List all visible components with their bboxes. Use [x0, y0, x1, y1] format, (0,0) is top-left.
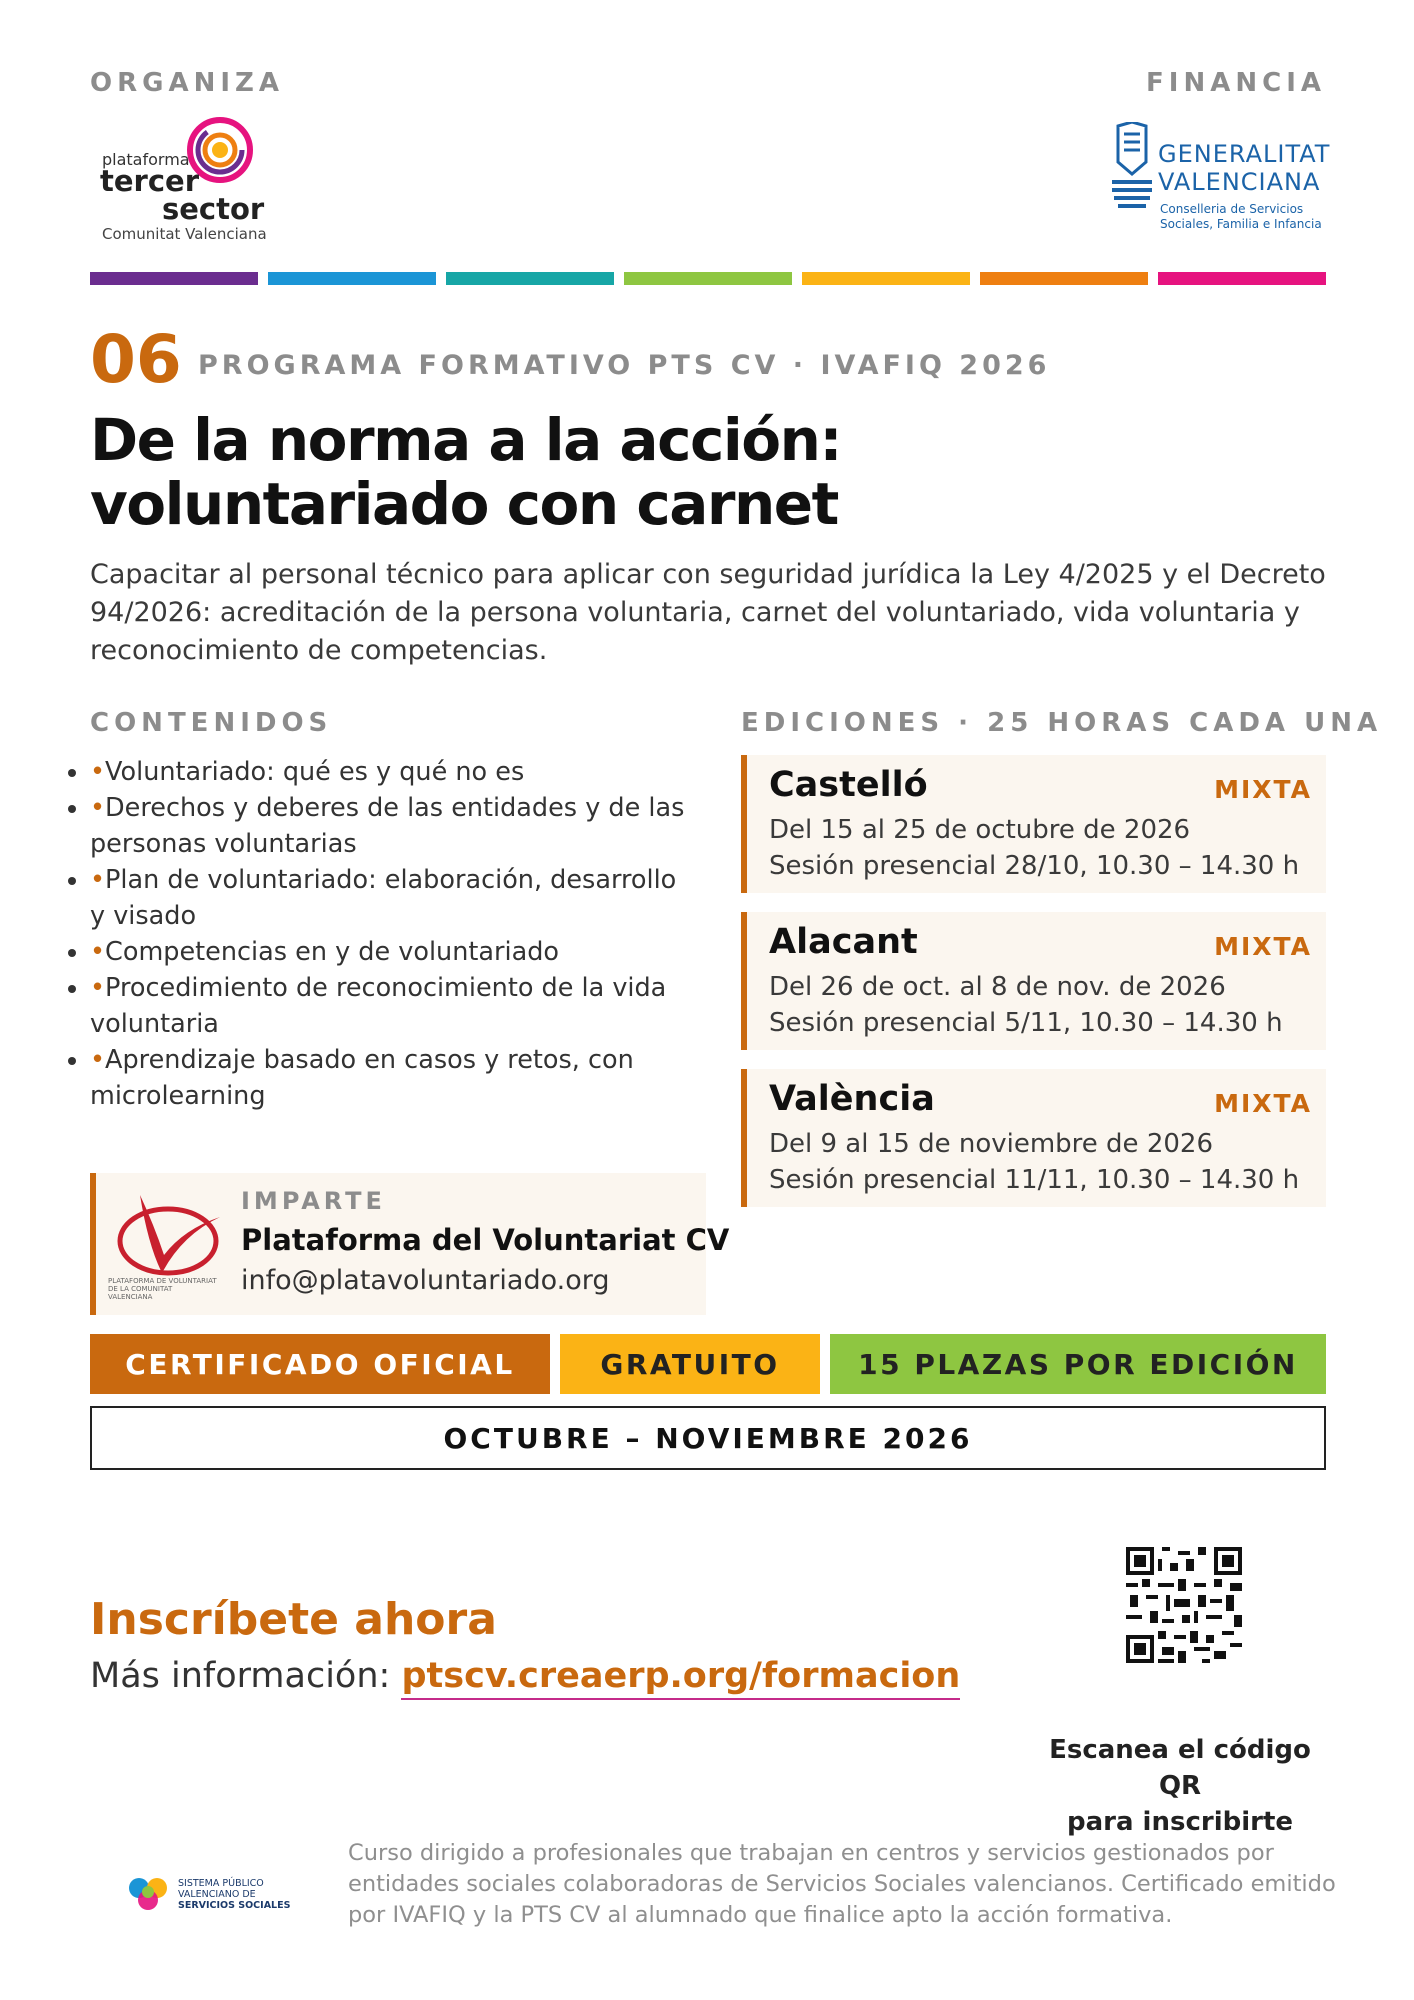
gv-logo-sub: Conselleria de Servicios Sociales, Familia e Infancia: [1160, 202, 1322, 231]
contents-heading: CONTENIDOS: [90, 708, 333, 738]
color-stripe: [1158, 272, 1326, 285]
imparte-email[interactable]: info@platavoluntariado.org: [241, 1265, 610, 1296]
course-description: Capacitar al personal técnico para aplicar con seguridad jurídica la Ley 4/2025 y el Decreto 94/2026: acreditación de la persona voluntaria, carnet del voluntariado, vida voluntaria y reconocimiento de competencias.: [90, 559, 1326, 666]
list-item: • •Competencias en y de voluntariado: [90, 934, 690, 970]
info-link[interactable]: ptscv.creaerp.org/formacion: [401, 1656, 960, 1700]
color-stripe: [802, 272, 970, 285]
color-stripe: [268, 272, 436, 285]
financia-label: FINANCIA: [1146, 68, 1326, 98]
list-item: • •Voluntariado: qué es y qué no es: [90, 754, 690, 790]
sps-logo-text: SISTEMA PÚBLICO VALENCIANO DE SERVICIOS SOCIALES: [178, 1878, 291, 1911]
list-item: • •Derechos y deberes de las entidades y de las personas voluntarias: [90, 790, 690, 862]
edition-card-castello: [741, 755, 1326, 893]
editions-heading: EDICIONES · 25 HORAS CADA UNA: [741, 708, 1383, 738]
plazas-badge: 15 PLAZAS POR EDICIÓN: [830, 1334, 1326, 1394]
gv-logo-line2: VALENCIANA: [1158, 168, 1321, 196]
plataforma-tercer-sector-logo: [100, 115, 270, 245]
footer-note: Curso dirigido a profesionales que trabajan en centros y servicios gestionados por entidades sociales colaboradoras de Servicios Sociales valencianos. Certificado emitido por IVAFIQ y la PTS CV al alumnado que finalice apto la acción formativa.: [348, 1840, 1336, 1928]
color-stripe: [624, 272, 792, 285]
list-item: • •Aprendizaje basado en casos y retos, con microlearning: [90, 1042, 690, 1114]
qr-code-icon[interactable]: [1126, 1547, 1242, 1663]
imparte-org: Plataforma del Voluntariat CV: [241, 1223, 730, 1257]
edition-city: València: [769, 1079, 935, 1119]
edition-dates: Del 26 de oct. al 8 de nov. de 2026: [769, 972, 1226, 1002]
period-band: OCTUBRE – NOVIEMBRE 2026: [90, 1406, 1326, 1470]
pts-logo-line4: Comunitat Valenciana: [102, 225, 267, 243]
color-stripe: [90, 272, 258, 285]
edition-session: Sesión presencial 11/11, 10.30 – 14.30 h: [769, 1165, 1300, 1195]
program-name: PROGRAMA FORMATIVO PTS CV · IVAFIQ 2026: [198, 350, 1051, 381]
pv-logo-text: PLATAFORMA DE VOLUNTARIAT DE LA COMUNITAT VALENCIANA: [108, 1277, 217, 1301]
pts-logo-line1: plataforma: [102, 150, 190, 169]
scan-qr-text: Escanea el código QR para inscribirte: [1049, 1735, 1311, 1837]
edition-session: Sesión presencial 5/11, 10.30 – 14.30 h: [769, 1008, 1283, 1038]
certificado-badge: CERTIFICADO OFICIAL: [90, 1334, 550, 1394]
more-info: [90, 1656, 960, 1696]
sistema-publico-servicios-sociales-logo: [126, 1872, 306, 1922]
generalitat-valenciana-logo: [1110, 120, 1340, 235]
edition-dates: Del 9 al 15 de noviembre de 2026: [769, 1129, 1213, 1159]
list-item: • •Plan de voluntariado: elaboración, desarrollo y visado: [90, 862, 690, 934]
color-stripe: [446, 272, 614, 285]
edition-city: Castelló: [769, 765, 928, 805]
edition-dates: Del 15 al 25 de octubre de 2026: [769, 815, 1191, 845]
hearts-icon: [126, 1872, 172, 1918]
course-title-line2: voluntariado con carnet: [90, 470, 838, 538]
edition-card-valencia: [741, 1069, 1326, 1207]
edition-card-alacant: [741, 912, 1326, 1050]
pts-logo-line2: tercer: [100, 164, 199, 198]
edition-mode: MIXTA: [1214, 775, 1312, 804]
program-number: 06: [90, 321, 182, 398]
edition-session: Sesión presencial 28/10, 10.30 – 14.30 h: [769, 851, 1300, 881]
course-title: [90, 408, 841, 536]
gv-logo-line1: GENERALITAT: [1158, 140, 1331, 168]
pts-logo-line3: sector: [162, 192, 265, 226]
gratuito-badge: GRATUITO: [560, 1334, 820, 1394]
imparte-label: IMPARTE: [241, 1187, 386, 1215]
color-stripe: [980, 272, 1148, 285]
cta-title: Inscríbete ahora: [90, 1594, 497, 1645]
imparte-box: [90, 1173, 730, 1315]
edition-mode: MIXTA: [1214, 1089, 1312, 1118]
edition-mode: MIXTA: [1214, 932, 1312, 961]
more-info-label: Más información:: [90, 1656, 391, 1696]
organiza-label: ORGANIZA: [90, 68, 284, 98]
edition-city: Alacant: [769, 922, 918, 962]
course-title-line1: De la norma a la acción:: [90, 406, 842, 474]
coat-of-arms-icon: [1110, 122, 1154, 214]
contents-list: [58, 754, 690, 1114]
list-item: • •Procedimiento de reconocimiento de la vida voluntaria: [90, 970, 690, 1042]
